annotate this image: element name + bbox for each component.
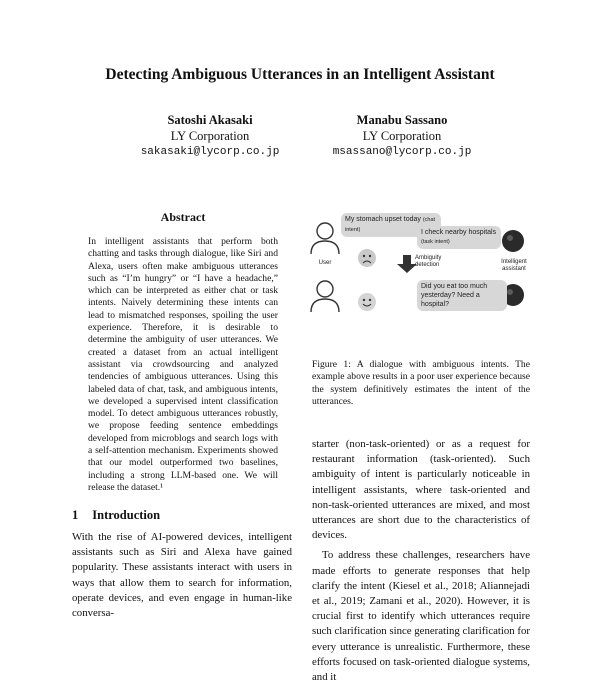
- paragraph: To address these challenges, researchers have made efforts to generate responses that help clarify the intent (Kiesel et al., 2018; Aliannejadi et al., 2019; Zamani et al., 2020). However, it is crucial first to identify which utterances require such clarification since generating clarification for every utterance is unrealistic. Furthermore, these efforts focused on task-oriented dialogue systems, and it: [312, 549, 530, 684]
- intro-right-column: [312, 437, 530, 685]
- author-affiliation: LY Corporation: [362, 129, 442, 143]
- user-person-icon: [311, 281, 339, 312]
- author-block-1: [100, 112, 320, 160]
- happy-face-icon: [358, 293, 376, 311]
- assistant-clarification-bubble: [417, 280, 507, 311]
- ambiguity-detection-label: Ambiguity detection: [415, 255, 442, 268]
- user-person-icon: [311, 223, 339, 254]
- section-number: 1: [72, 508, 79, 522]
- sad-face-icon: [358, 249, 376, 267]
- abstract-heading: Abstract: [160, 210, 206, 224]
- abstract-text: In intelligent assistants that perform both chatting and tasks through dialogue, like Siri and Alexa, users often make ambiguous utterances such as “I’m hungry” or “I have a headache,” which can be interpreted as either chat or task intents. Naively determining these intents can lead to mismatched responses, spoiling the user experience. Therefore, it is desirable to determine the ambiguity of user utterances. We created a dataset from an actual intelligent assistant via crowdsourcing and analyzed tendencies of ambiguous utterances. Using this labeled data of chat, task, and ambiguous intents, we developed a supervised intent classification model. To detect ambiguous utterances robustly, we propose feeding sentence embeddings developed from microblogs and search logs with a self-attention mechanism. Experiments showed that our model outperformed two baselines, including a strong LLM-based one. We will release the dataset.¹: [88, 236, 278, 493]
- author-name: Satoshi Akasaki: [167, 113, 253, 127]
- intent-tag: (chat intent): [345, 217, 436, 233]
- author-email: sakasaki@lycorp.co.jp: [140, 146, 280, 158]
- section-title: Introduction: [92, 508, 161, 522]
- user-label: User: [318, 260, 332, 266]
- intent-tag: (task intent): [421, 239, 450, 245]
- arrow-down-icon: [397, 255, 417, 273]
- assistant-icon: [502, 230, 524, 252]
- paper-title: Detecting Ambiguous Utterances in an Intelligent Assistant: [105, 66, 495, 83]
- author-affiliation: LY Corporation: [170, 129, 250, 143]
- author-name: Manabu Sassano: [356, 113, 448, 127]
- bubble-text: I check nearby hospitals: [421, 229, 497, 236]
- section-heading: [72, 508, 160, 523]
- paragraph: starter (non-task-oriented) or as a request for restaurant information (task-oriented). Such ambiguity of intent is particularly noticeable in intelligent assistants, where task-oriented and non-task-oriented utterances are mixed, and most utterances are short due to the characteristics of devices.: [312, 438, 530, 542]
- figure-1: [305, 207, 535, 332]
- author-block-2: [292, 112, 512, 160]
- figure-caption: Figure 1: A dialogue with ambiguous intents. The example above results in a poor user experience because the system definitively estimates the intent of the utterances.: [312, 359, 530, 407]
- assistant-label: Intelligent assistant: [501, 259, 527, 272]
- intro-left-column: With the rise of AI-powered devices, intelligent assistants such as Siri and Alexa have gained popularity. These assistants interact with users in ways that allow them to search for information, operate devices, and even engage in human-like conversa-: [72, 531, 292, 620]
- author-email: msassano@lycorp.co.jp: [332, 146, 472, 158]
- bubble-text: Did you eat too much yesterday? Need a hospital?: [421, 283, 488, 308]
- bubble-text: My stomach upset today: [345, 216, 421, 223]
- assistant-reply-bubble: [417, 226, 501, 249]
